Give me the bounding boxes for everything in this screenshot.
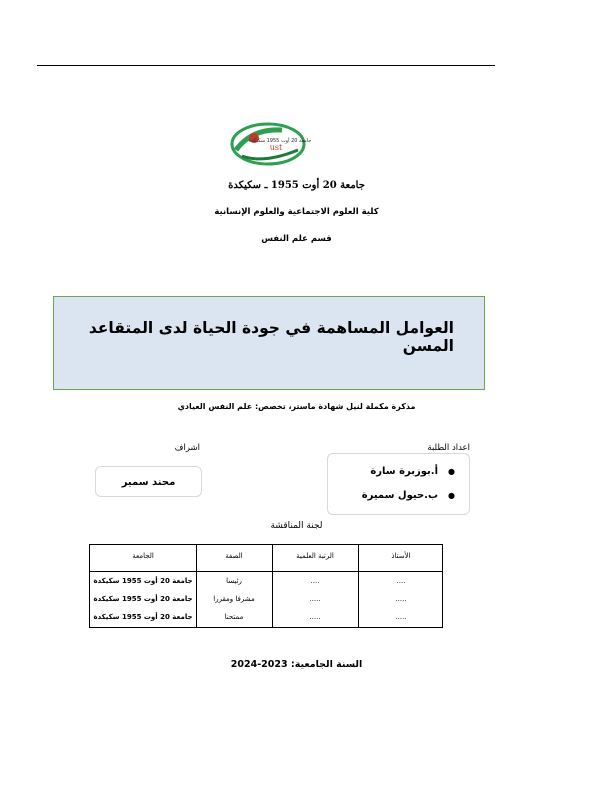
- student-item: [330, 490, 455, 501]
- title-box: [53, 296, 485, 390]
- logo-text: جامعة 20 أوت 1955 سكيكدة: [248, 138, 312, 144]
- student-item: [330, 466, 455, 477]
- department-name: قسم علم النفس: [261, 234, 332, 244]
- table-header: الجامعة: [132, 552, 154, 560]
- university-logo: [224, 120, 310, 170]
- table-cell: .....: [309, 613, 321, 621]
- table-cell: .....: [395, 613, 407, 621]
- table-cell: جامعة 20 أوت 1955 سكيكدة: [93, 613, 193, 621]
- university-name: جامعة 20 أوت 1955 ـ سكيكدة: [228, 180, 365, 191]
- thesis-title: العوامل المساهمة في جودة الحياة لدى المتقاعد المسن: [88, 319, 454, 355]
- student-name: ب.حيول سميرة: [361, 490, 439, 501]
- table-header: الرتبة العلمية: [296, 552, 334, 560]
- table-cell: .....: [309, 595, 321, 603]
- table-cell: ....: [396, 577, 406, 585]
- bullet-icon: ●: [448, 490, 455, 500]
- table-cell: رئيسا: [226, 577, 242, 585]
- svg-text:ust: ust: [269, 143, 283, 152]
- bullet-icon: ●: [448, 466, 455, 476]
- table-cell: جامعة 20 أوت 1955 سكيكدة: [93, 595, 193, 603]
- table-header: الصفة: [225, 552, 243, 560]
- table-header: الأستاذ: [391, 552, 411, 560]
- students-box: [327, 453, 470, 515]
- table-cell: .....: [395, 595, 407, 603]
- table-cell: مشرفا ومقررا: [213, 595, 255, 603]
- committee-label: لجنة المناقشة: [270, 521, 323, 531]
- faculty-name: كلية العلوم الاجتماعية والعلوم الإنسانية: [214, 207, 379, 217]
- academic-year: السنة الجامعية: 2023-2024: [230, 659, 363, 670]
- supervisor-box: [95, 466, 202, 497]
- supervisor-label: اشراف: [174, 443, 200, 453]
- top-rule: [37, 65, 495, 66]
- committee-table: [89, 544, 443, 628]
- thesis-subtitle: مذكرة مكملة لنيل شهادة ماستر، تخصص: علم النفس العيادي: [177, 402, 416, 411]
- supervisor-name: محند سمير: [121, 477, 176, 488]
- students-label: اعداد الطلبة: [427, 443, 470, 453]
- table-cell: ....: [310, 577, 320, 585]
- student-name: أ.بوزبرة سارة: [370, 466, 439, 477]
- table-cell: جامعة 20 أوت 1955 سكيكدة: [93, 577, 193, 585]
- table-cell: ممتحنا: [224, 613, 244, 621]
